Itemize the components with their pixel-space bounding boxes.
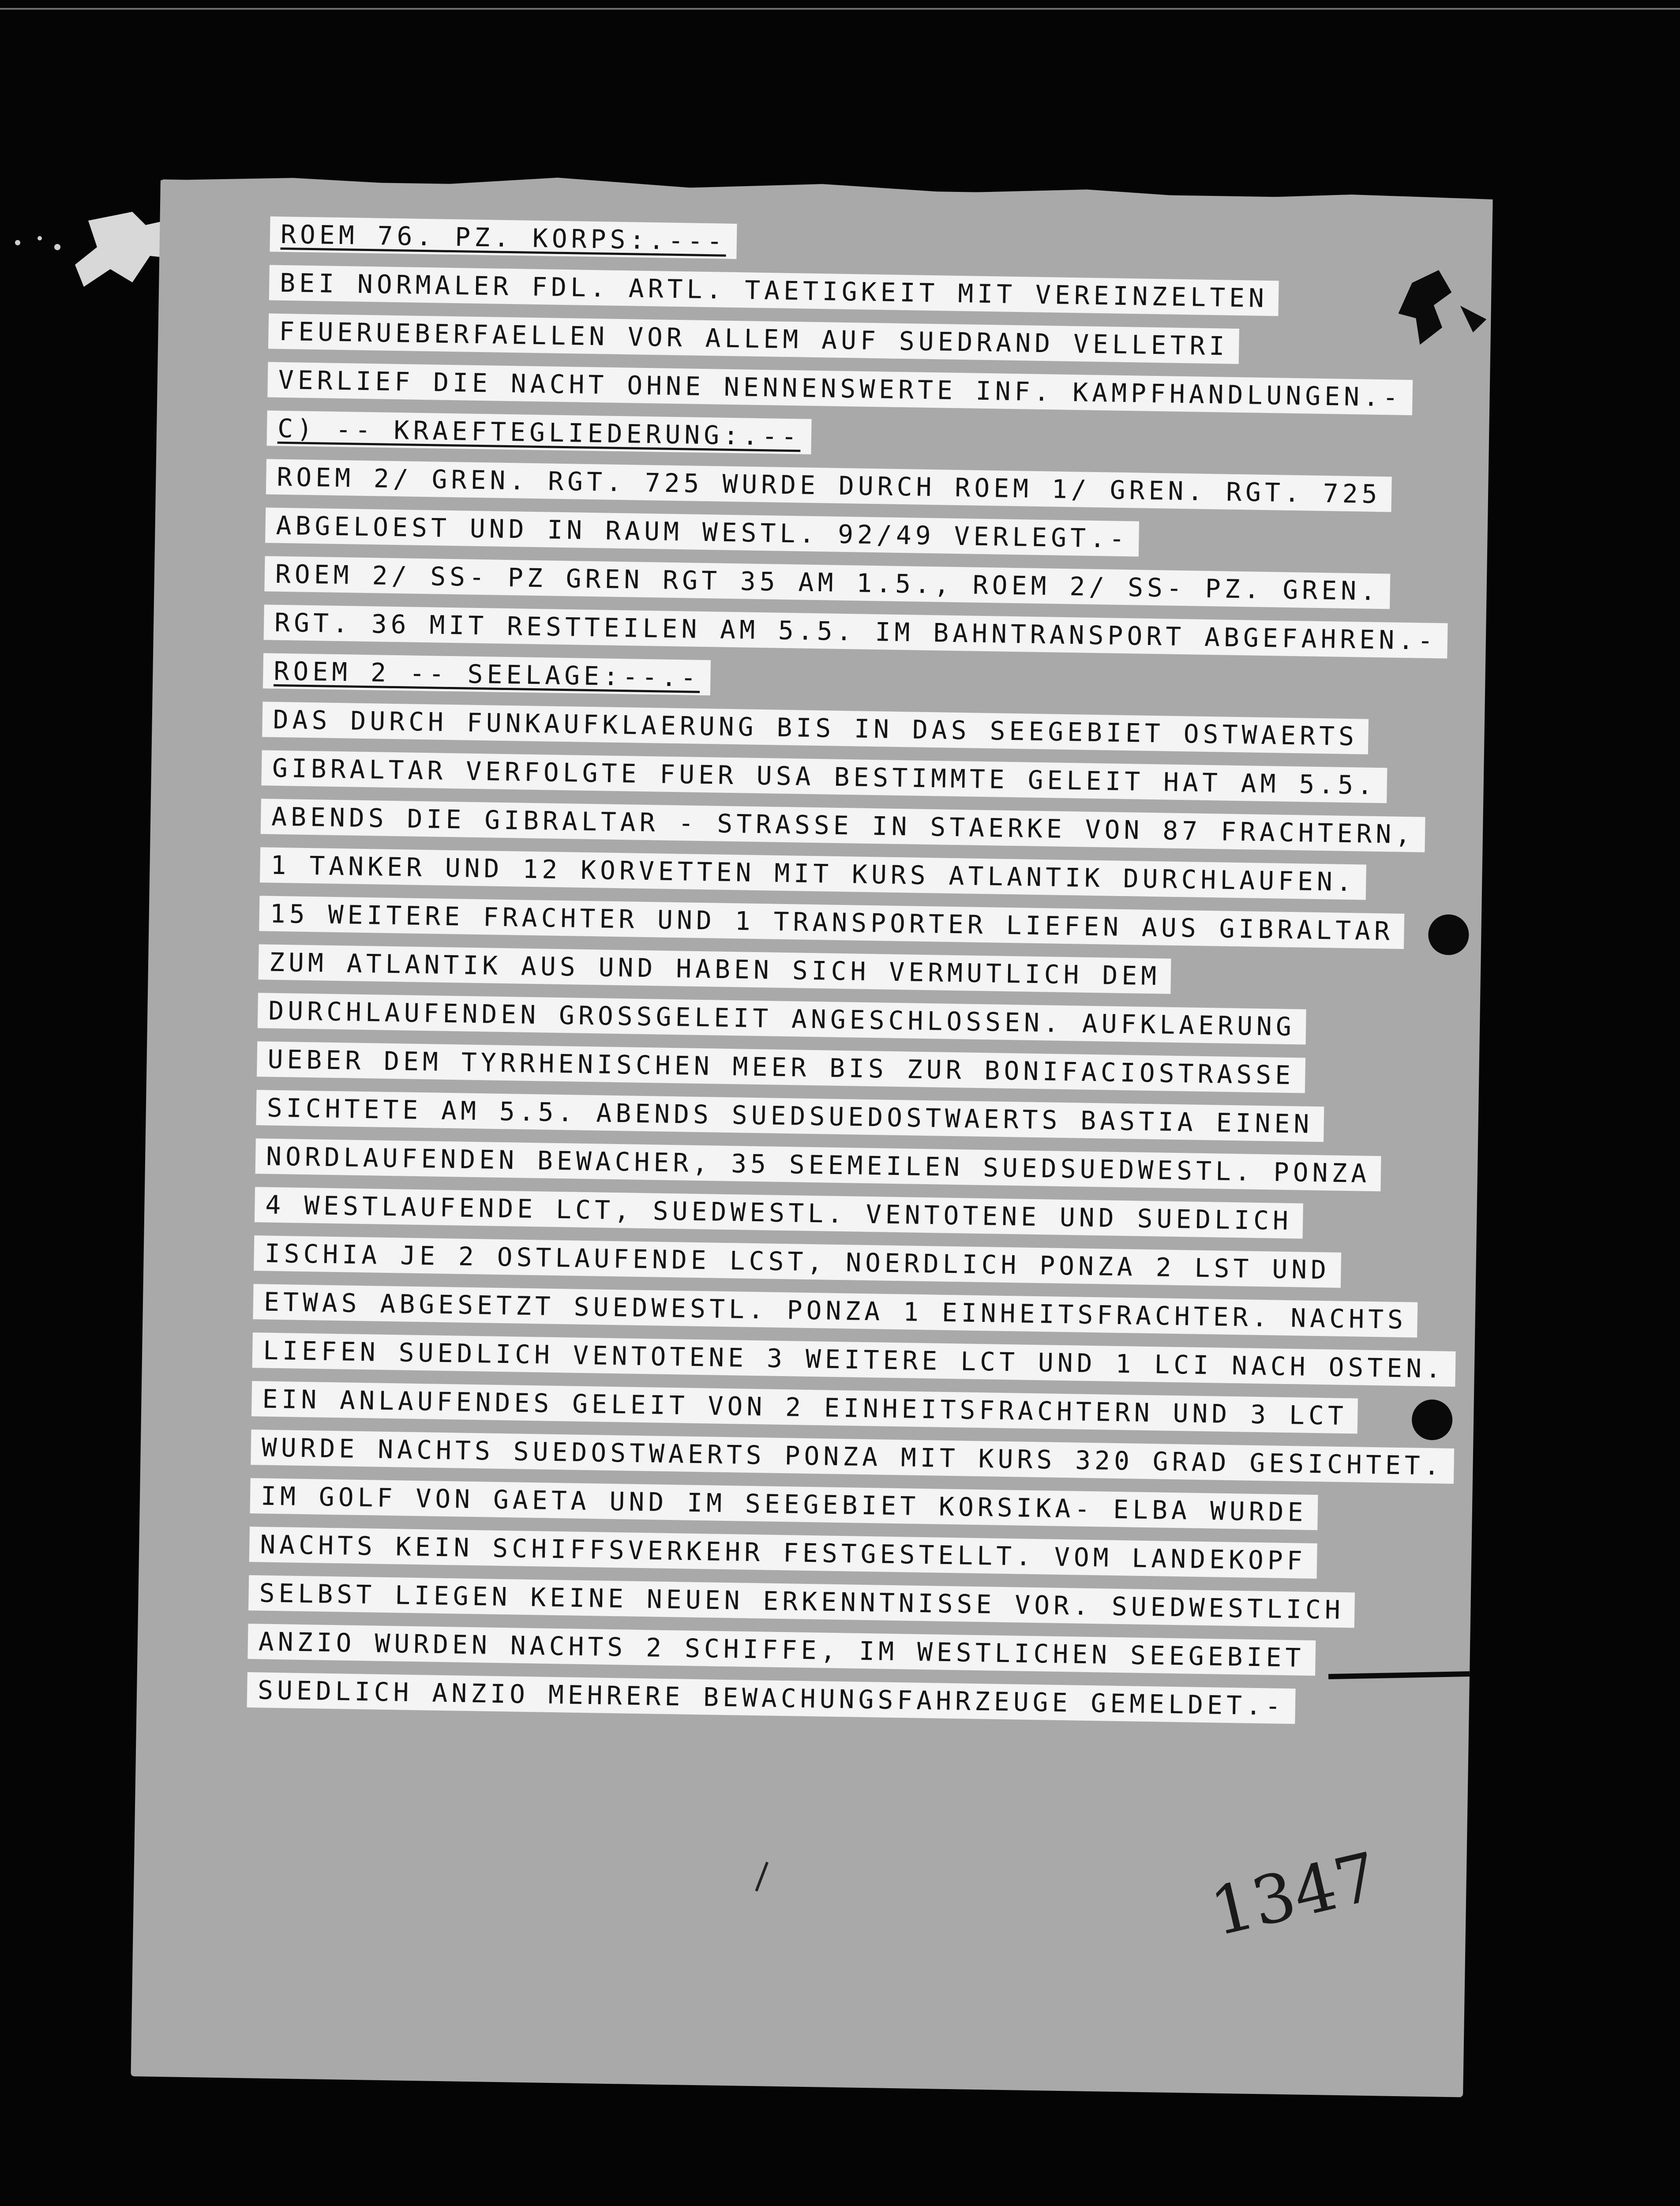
text-line: FEUERUEBERFAELLEN VOR ALLEM AUF SUEDRAND VELLETRI [268,313,1239,364]
text-line: SUEDLICH ANZIO MEHRERE BEWACHUNGSFAHRZEUGE GEMELDET.- [247,1672,1296,1724]
text-line: 15 WEITERE FRACHTER UND 1 TRANSPORTER LIEFEN AUS GIBRALTAR [259,896,1404,949]
handwritten-page-number: 1347 [1204,1838,1385,1951]
torn-top-edge [161,163,1493,210]
text-line: ROEM 2/ GREN. RGT. 725 WURDE DURCH ROEM 1/ GREN. RGT. 725 [266,459,1392,512]
text-line: ANZIO WURDEN NACHTS 2 SCHIFFE, IM WESTLICHEN SEEGEBIET [248,1624,1316,1676]
film-edge-line [0,8,1680,10]
text-line: NORDLAUFENDEN BEWACHER, 35 SEEMEILEN SUEDSUEDWESTL. PONZA [255,1138,1381,1191]
text-line: GIBRALTAR VERFOLGTE FUER USA BESTIMMTE GELEIT HAT AM 5.5. [261,750,1387,803]
text-line: ISCHIA JE 2 OSTLAUFENDE LCST, NOERDLICH PONZA 2 LST UND [254,1235,1341,1288]
pencil-mark [755,1862,769,1892]
text-line: BEI NORMALER FDL. ARTL. TAETIGKEIT MIT VEREINZELTEN [269,265,1279,316]
text-line: SELBST LIEGEN KEINE NEUEN ERKENNTNISSE VOR. SUEDWESTLICH [248,1575,1355,1628]
text-line: ABENDS DIE GIBRALTAR - STRASSE IN STAERKE VON 87 FRACHTERN, [261,799,1425,852]
text-line: UEBER DEM TYRRHENISCHEN MEER BIS ZUR BONIFACIOSTRASSE [257,1041,1305,1093]
text-line: NACHTS KEIN SCHIFFSVERKEHR FESTGESTELLT. VOM LANDEKOPF [249,1527,1317,1579]
text-line: ZUM ATLANTIK AUS UND HABEN SICH VERMUTLICH DEM [258,944,1171,994]
text-line: DURCHLAUFENDEN GROSSGELEIT ANGESCHLOSSEN. AUFKLAERUNG [258,993,1306,1044]
text-line: RGT. 36 MIT RESTTEILEN AM 5.5. IM BAHNTRANSPORT ABGEFAHREN.- [264,604,1448,658]
text-line: LIEFEN SUEDLICH VENTOTENE 3 WEITERE LCT UND 1 LCI NACH OSTEN. [252,1332,1456,1387]
text-line: VERLIEF DIE NACHT OHNE NENNENSWERTE INF. KAMPFHANDLUNGEN.- [267,362,1413,415]
text-line: 1 TANKER UND 12 KORVETTEN MIT KURS ATLANTIK DURCHLAUFEN. [260,847,1366,900]
text-line: EIN ANLAUFENDES GELEIT VON 2 EINHEITSFRACHTERN UND 3 LCT [251,1381,1358,1433]
text-line: SICHTETE AM 5.5. ABENDS SUEDSUEDOSTWAERTS BASTIA EINEN [256,1090,1324,1142]
text-line: 4 WESTLAUFENDE LCT, SUEDWESTL. VENTOTENE UND SUEDLICH [255,1187,1303,1238]
teletype-message [247,216,1461,1739]
text-line: C) -- KRAEFTEGLIEDERUNG:.-- [267,410,812,454]
document-sheet [131,180,1492,2097]
text-line: DAS DURCH FUNKAUFKLAERUNG BIS IN DAS SEEGEBIET OSTWAERTS [262,702,1369,754]
text-line: ROEM 2/ SS- PZ GREN RGT 35 AM 1.5., ROEM 2/ SS- PZ. GREN. [264,556,1390,609]
text-line: ABGELOEST UND IN RAUM WESTL. 92/49 VERLEGT.- [265,507,1139,556]
text-line: IM GOLF VON GAETA UND IM SEEGEBIET KORSIKA- ELBA WURDE [250,1478,1318,1530]
text-line: WURDE NACHTS SUEDOSTWAERTS PONZA MIT KURS 320 GRAD GESICHTET. [251,1429,1454,1484]
text-line: ROEM 76. PZ. KORPS:.--- [270,216,737,259]
text-line: ROEM 2 -- SEELAGE:--.- [263,653,711,695]
text-line: ETWAS ABGESETZT SUEDWESTL. PONZA 1 EINHEITSFRACHTER. NACHTS [253,1284,1418,1337]
